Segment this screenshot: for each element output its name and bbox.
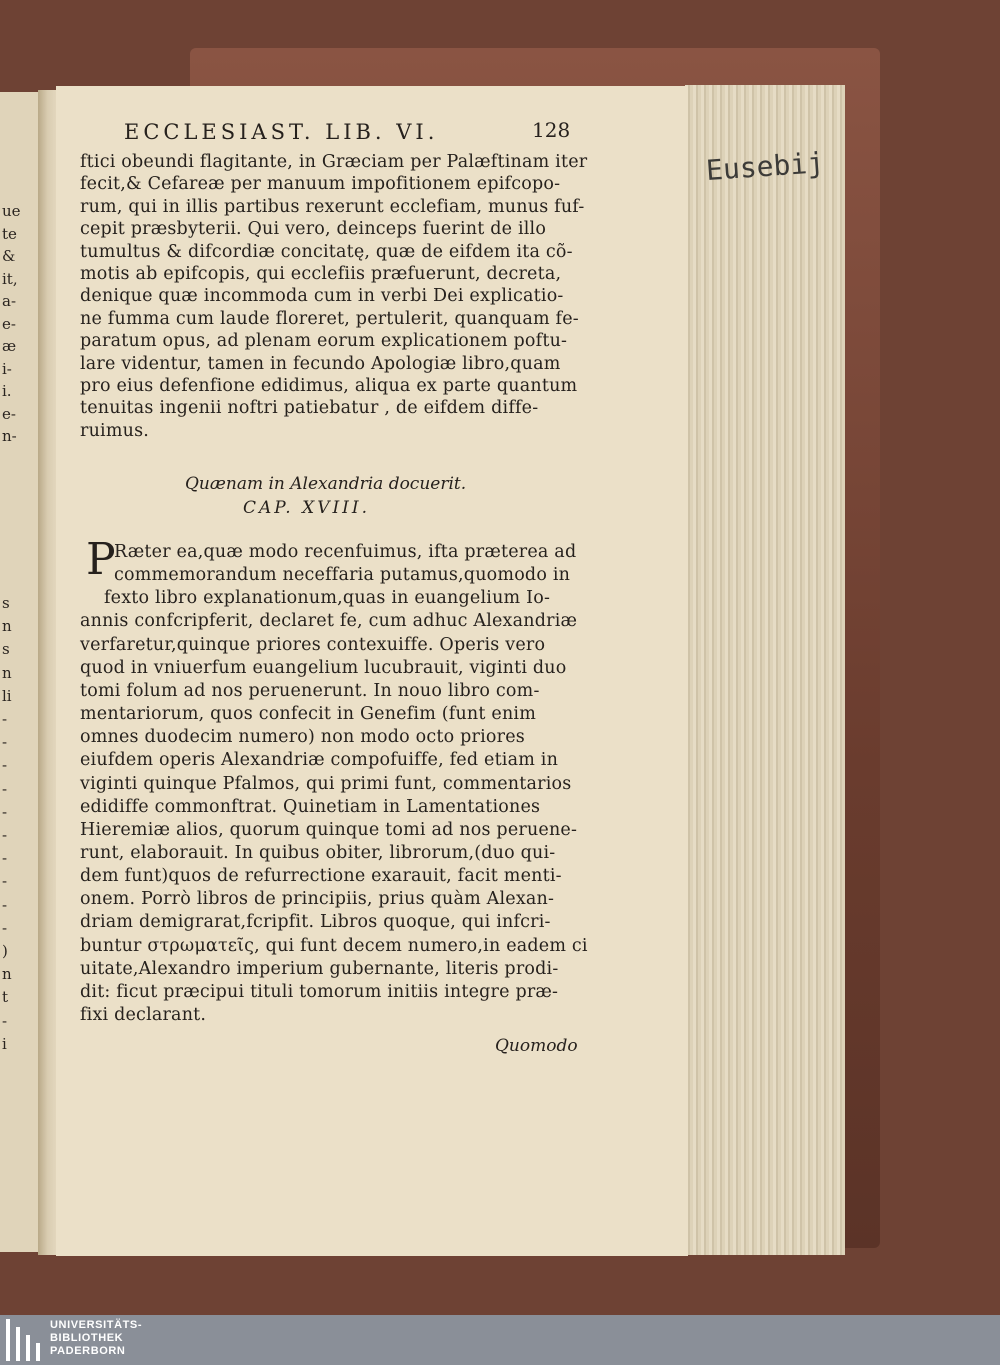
left-page-fragment: ) [2,942,8,960]
chapter-number: CAP. XVIII. [243,498,371,518]
text-line: viginti quinque Pfalmos, qui primi funt, commentarios [80,773,572,794]
left-page-fragment: t [2,988,9,1007]
left-page-fragment: e- [2,314,16,333]
left-page-fragment: n [2,965,12,984]
left-page-fragment: li [2,686,12,705]
library-logo-icon [6,1319,42,1361]
left-page-fragment: - [2,802,8,821]
left-page-fragment: a- [2,292,17,310]
text-line: Hieremiæ alios, quorum quinque tomi ad nos peruene- [80,819,578,840]
text-line: denique quæ incommoda cum in verbi Dei explicatio- [80,286,564,307]
left-page-fragment: ue [2,202,21,220]
spine-label: Eusebij [704,145,826,188]
drop-cap: P [86,534,116,585]
text-line: dit: ficut præcipui tituli tomorum initiis integre præ- [80,981,559,1002]
library-name-line-3: PADERBORN [50,1345,126,1357]
text-line: fecit,& Cefareæ per manuum impofitionem epifcopo- [80,174,561,195]
text-line: ruimus. [80,420,150,441]
text-line: rum, qui in illis partibus rexerunt ecclefiam, munus fuf- [80,196,585,217]
left-page-fragment: - [2,872,8,891]
text-line: edidiffe commonftrat. Quinetiam in Lamentationes [80,796,541,817]
left-page-fragment: - [2,849,8,868]
left-page-fragment: & [2,247,16,265]
left-page-fragment: i- [2,359,12,378]
text-line: ne fumma cum laude floreret, pertulerit, quanquam fe- [80,308,579,329]
left-page-fragment: - [2,1011,8,1030]
text-line: onem. Porrò libros de principiis, prius quàm Alexan- [80,889,555,910]
text-line: uitate,Alexandro imperium gubernante, literis prodi- [80,958,559,979]
library-footer [0,1315,1000,1365]
library-name-line-2: BIBLIOTHEK [50,1332,124,1344]
left-page-fragment: te [2,224,17,243]
chapter-title: Quænam in Alexandria docuerit. [185,474,467,494]
left-page-fragment: - [2,895,8,914]
text-line: tenuitas ingenii noftri patiebatur , de eifdem diffe- [80,398,539,419]
text-line: mentariorum, quos confecit in Genefim (funt enim [80,704,537,725]
left-page-fragment: - [2,826,8,844]
left-page-fragment: s [2,640,10,659]
text-line: lare videntur, tamen in fecundo Apologiæ libro,quam [80,353,561,374]
text-line: tumultus & difcordiæ concitatę, quæ de eifdem ita cõ- [80,241,573,262]
left-page-fragment: i. [2,382,12,400]
text-line: driam demigrarat,fcripfit. Libros quoque, qui infcri- [80,912,551,933]
page-edges [685,85,845,1255]
text-line: dem funt)quos de refurrectione exarauit, facit menti- [80,866,562,887]
left-page-fragment: - [2,779,8,798]
page-number: 128 [532,118,571,142]
text-line: Ræter ea,quæ modo recenfuimus, ifta præterea ad [114,542,577,562]
left-page-fragment: n [2,663,12,682]
left-page-fragment: - [2,710,8,728]
library-name-line-1: UNIVERSITÄTS- [50,1319,143,1331]
left-page-fragment: n- [2,427,17,445]
text-line: buntur στρωματεῖς, qui funt decem numero,in eadem ci [80,935,588,956]
left-page-fragment: - [2,756,8,775]
left-page-fragment: - [2,733,8,752]
left-page-fragment: e- [2,404,16,423]
text-line: pro eius defenfione edidimus, aliqua ex parte quantum [80,376,578,396]
left-page-fragment: n [2,617,12,636]
text-line: quod in vniuerfum euangelium lucubrauit, viginti duo [80,657,567,678]
text-line: verfaretur,quinque priores contexuiffe. Operis vero [80,634,546,655]
left-page-fragment: æ [2,337,17,355]
text-line: ftici obeundi flagitante, in Græciam per Palæftinam iter [80,152,588,172]
left-page-fragment: i [2,1034,7,1053]
text-line: eiufdem operis Alexandriæ compofuiffe, fed etiam in [80,750,559,771]
text-line: runt, elaborauit. In quibus obiter, librorum,(duo qui- [80,842,556,863]
text-line: tomi folum ad nos peruenerunt. In nouo libro com- [80,680,540,701]
text-line: motis ab epifcopis, qui ecclefiis præfuerunt, decreta, [80,264,562,284]
text-line: omnes duodecim numero) non modo octo priores [80,727,525,748]
text-line: fexto libro explanationum,quas in euangelium Io- [104,588,551,609]
running-head: ECCLESIAST. LIB. VI. [124,120,439,144]
text-line: fixi declarant. [80,1005,207,1025]
text-line: paratum opus, ad plenam eorum explicationem poftu- [80,331,568,352]
catchword: Quomodo [495,1036,578,1056]
text-line: commemorandum neceffaria putamus,quomodo in [114,565,571,586]
left-page-fragment: s [2,594,10,612]
left-page-fragment: it, [2,269,18,288]
text-line: annis confcripferit, declaret fe, cum adhuc Alexandriæ [80,611,578,632]
left-page-fragment: - [2,918,8,937]
text-line: cepit præsbyterii. Qui vero, deinceps fuerint de illo [80,219,547,240]
